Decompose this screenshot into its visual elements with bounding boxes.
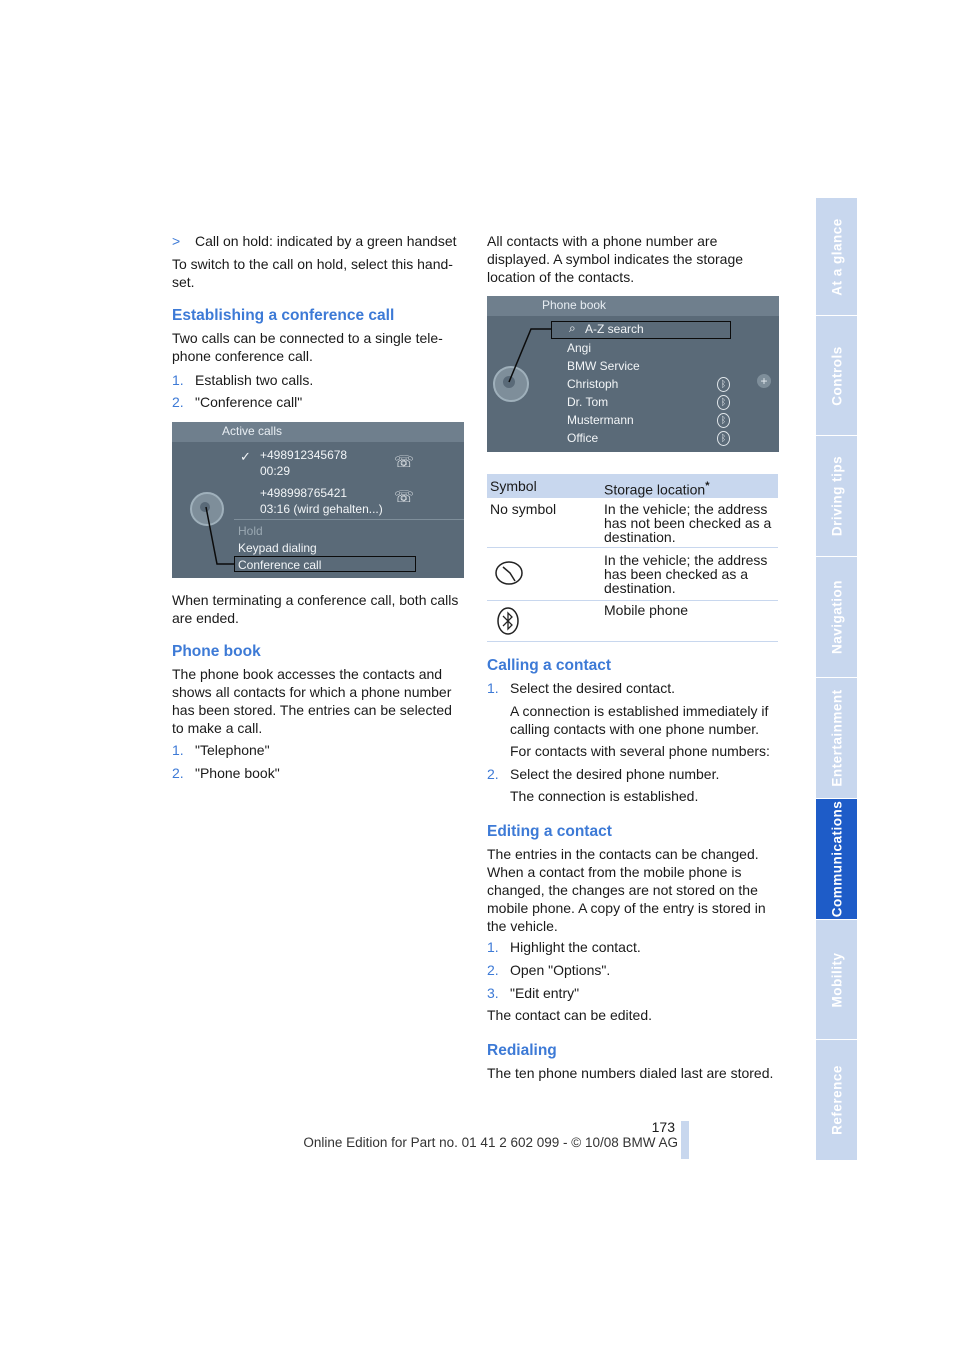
call-2-time: 03:16 (wird gehalten...): [260, 502, 383, 516]
active-calls-screenshot: [172, 422, 464, 578]
tab-label: Reference: [829, 1065, 844, 1135]
header-text: Storage location: [604, 481, 706, 498]
handset-hold-icon: ☏: [394, 489, 415, 506]
contact-bmw-service[interactable]: BMW Service: [567, 359, 640, 373]
conference-after: When terminating a conference call, both calls are ended.: [172, 592, 459, 626]
tab-mobility[interactable]: [816, 920, 857, 1040]
tab-label: Communications: [829, 800, 844, 918]
phonebook-heading: Phone book: [172, 643, 261, 660]
step-text: "Phone book": [195, 765, 280, 781]
redialing-heading: Redialing: [487, 1042, 557, 1059]
editing-after: The contact can be edited.: [487, 1007, 652, 1023]
plus-icon: +: [757, 374, 771, 388]
conference-step-1: [172, 371, 313, 389]
step-number: 2.: [172, 765, 184, 781]
editing-intro: The entries in the contacts can be changed. When a contact from the mobile phone is changed, the changes are not stored on the mobile phone. A copy of the entry is stored in the vehicle.: [487, 846, 766, 934]
tab-label: Entertainment: [829, 689, 844, 787]
conference-heading: Establishing a conference call: [172, 307, 395, 324]
contact-dr-tom[interactable]: Dr. Tom: [567, 395, 609, 409]
call-1-number: +498912345678: [260, 448, 348, 462]
table-header-symbol: Symbol: [490, 478, 537, 494]
contact-office[interactable]: Office: [567, 431, 599, 445]
bullet-mark: >: [172, 233, 181, 249]
table-rule: [487, 600, 778, 601]
redialing-text: The ten phone numbers dialed last are stored.: [487, 1065, 774, 1081]
editing-step-3: [487, 984, 579, 1002]
tab-reference[interactable]: [816, 1040, 857, 1161]
step-text: "Telephone": [195, 742, 270, 758]
page-number: 173: [651, 1119, 675, 1135]
footer-bar: [681, 1121, 689, 1159]
calling-step-2: [487, 765, 719, 783]
table-rule: [487, 641, 778, 642]
tab-at-a-glance[interactable]: [816, 198, 857, 316]
table-row-3-location: Mobile phone: [604, 602, 689, 618]
step-number: 2.: [172, 394, 184, 410]
contacts-intro: All contacts with a phone number are displayed. A symbol indicates the storage location of the contacts.: [487, 233, 744, 285]
table-rule: [487, 547, 778, 548]
editing-step-1: [487, 938, 641, 956]
screen-title: Phone book: [542, 298, 607, 312]
step-number: 2.: [487, 962, 499, 978]
menu-item-hold[interactable]: Hold: [238, 524, 263, 538]
step-number: 1.: [487, 939, 499, 955]
step-number: 2.: [487, 766, 499, 782]
calling-note-3: The connection is established.: [510, 788, 699, 804]
contact-angi[interactable]: Angi: [567, 341, 592, 355]
bluetooth-icon: ᛒ: [717, 395, 730, 410]
phonebook-step-1: [172, 741, 270, 759]
call-1-time: 00:29: [260, 464, 291, 478]
step-number: 3.: [487, 985, 499, 1001]
table-row-2-location: In the vehicle; the address has been checked as a destination.: [604, 552, 768, 596]
conference-intro: Two calls can be connected to a single tele-phone conference call.: [172, 330, 443, 364]
editing-heading: Editing a contact: [487, 823, 612, 840]
phonebook-intro: The phone book accesses the contacts and shows all contacts for which a phone number has been stored. The entries can be selected to make a call.: [172, 666, 452, 736]
phonebook-step-2: [172, 764, 280, 782]
switch-text: To switch to the call on hold, select this hand-set.: [172, 256, 453, 290]
table-row-1-location: In the vehicle; the address has not been checked as a destination.: [604, 501, 772, 545]
asterisk: *: [705, 480, 710, 492]
step-number: 1.: [172, 372, 184, 388]
bluetooth-icon: ᛒ: [717, 413, 730, 428]
tab-label: Driving tips: [829, 455, 844, 537]
phone-book-screenshot: [487, 296, 779, 452]
contact-mustermann[interactable]: Mustermann: [567, 413, 634, 427]
step-number: 1.: [172, 742, 184, 758]
step-text: "Conference call": [195, 394, 303, 410]
screen-title: Active calls: [222, 424, 283, 438]
step-text: Establish two calls.: [195, 372, 314, 388]
editing-step-2: [487, 961, 610, 979]
destination-checked-icon: [493, 558, 525, 588]
step-text: Open "Options".: [510, 962, 611, 978]
checkmark-icon: ✓: [240, 449, 251, 464]
pointer-line: [487, 296, 779, 452]
tab-driving-tips[interactable]: [816, 436, 857, 557]
handset-icon: ☏: [394, 454, 415, 471]
contact-christoph[interactable]: Christoph: [567, 377, 619, 391]
bullet-call-on-hold: [172, 232, 467, 250]
section-tabs: [816, 198, 857, 1160]
menu-item-conference-call[interactable]: Conference call: [238, 558, 322, 572]
tab-label: At a glance: [829, 217, 844, 296]
tab-label: Mobility: [829, 952, 844, 1007]
tab-label: Navigation: [829, 579, 844, 655]
tab-communications[interactable]: [816, 799, 857, 920]
step-text: Select the desired phone number.: [510, 766, 720, 782]
calling-note-2: For contacts with several phone numbers:: [510, 743, 770, 759]
a-z-search[interactable]: A-Z search: [585, 322, 644, 336]
tab-label: Controls: [829, 345, 844, 406]
bluetooth-icon: [495, 606, 521, 636]
conference-step-2: [172, 393, 302, 411]
bluetooth-icon: ᛒ: [717, 377, 730, 392]
call-2-number: +498998765421: [260, 486, 348, 500]
step-number: 1.: [487, 680, 499, 696]
footer-text: Online Edition for Part no. 01 41 2 602 099 - © 10/08 BMW AG: [303, 1135, 678, 1150]
step-text: Highlight the contact.: [510, 939, 641, 955]
bluetooth-icon: ᛒ: [717, 431, 730, 446]
search-icon: ⌕: [569, 321, 576, 335]
tab-navigation[interactable]: [816, 557, 857, 678]
menu-item-keypad-dialing[interactable]: Keypad dialing: [238, 541, 317, 555]
step-text: "Edit entry": [510, 985, 580, 1001]
calling-step-1: [487, 679, 675, 697]
table-header-storage-location: [604, 479, 709, 497]
tab-entertainment[interactable]: [816, 678, 857, 799]
bullet-text: Call on hold: indicated by a green handset: [195, 233, 457, 249]
table-row-1-symbol: No symbol: [490, 501, 557, 517]
calling-heading: Calling a contact: [487, 657, 612, 674]
calling-note-1: A connection is established immediately if calling contacts with one phone number.: [510, 703, 769, 737]
pointer-line: [172, 422, 464, 578]
step-text: Select the desired contact.: [510, 680, 675, 696]
tab-controls[interactable]: [816, 316, 857, 436]
